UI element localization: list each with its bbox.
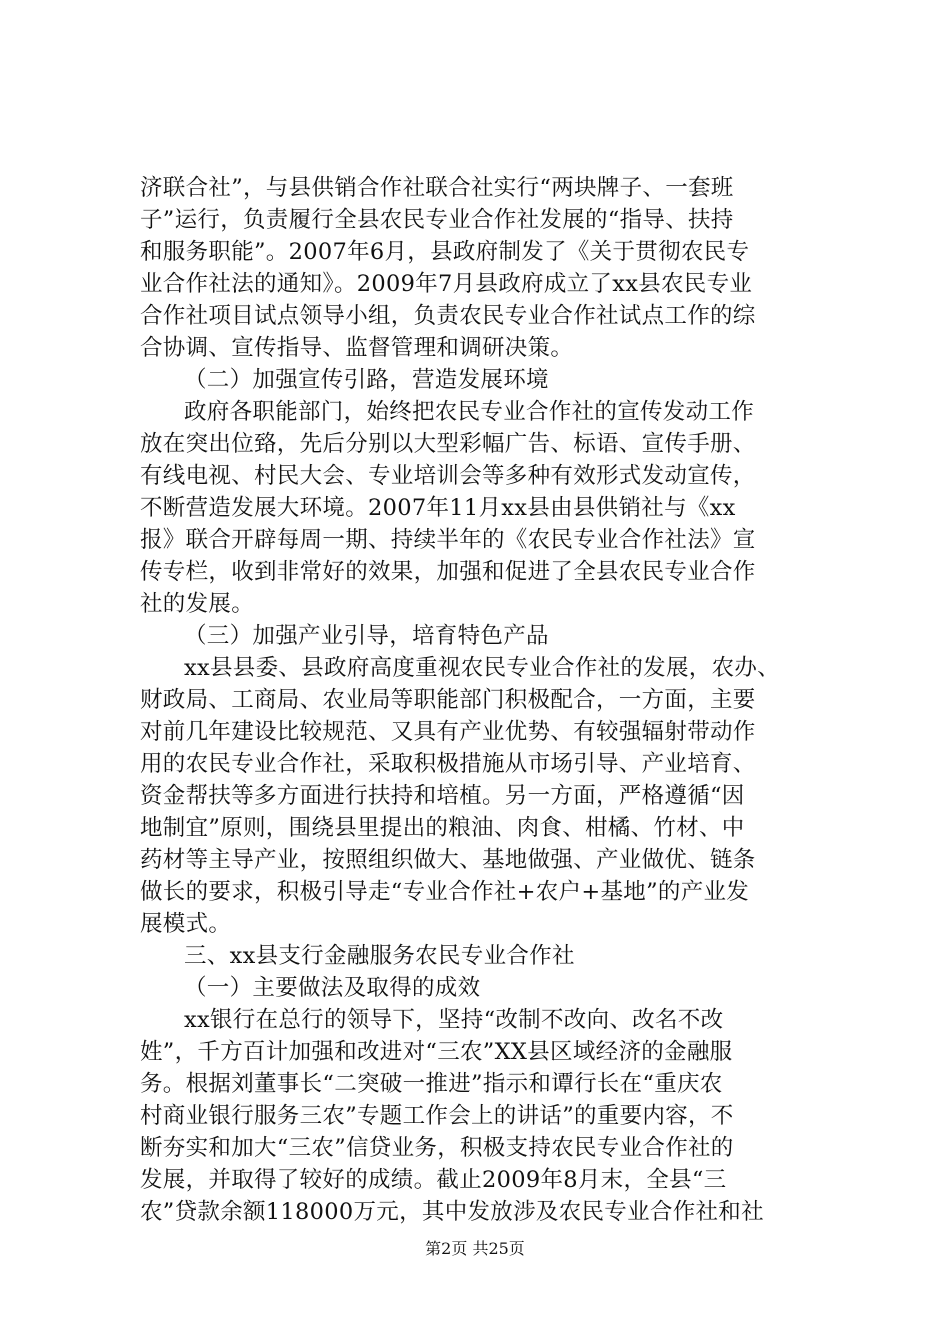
text-line: 政府各职能部门，始终把农民专业合作社的宣传发动工作 <box>184 399 755 425</box>
text-line: 做长的要求，积极引导走“专业合作社+农户+基地”的产业发 <box>140 879 750 905</box>
text-line: 对前几年建设比较规范、又具有产业优势、有较强辐射带动作 <box>140 719 756 745</box>
text-line: 农”贷款余额118000万元，其中发放涉及农民专业合作社和社 <box>140 1199 764 1225</box>
text-line: 济联合社”，与县供销合作社联合社实行“两块牌子、一套班 <box>140 175 734 201</box>
section-heading: （三）加强产业引导，培育特色产品 <box>184 623 549 649</box>
text-line: 用的农民专业合作社，采取积极措施从市场引导、产业培育、 <box>140 751 756 777</box>
section-heading: （一）主要做法及取得的成效 <box>184 975 481 1001</box>
text-line: 和服务职能”。2007年6月，县政府制发了《关于贯彻农民专 <box>140 239 750 265</box>
text-line: 药材等主导产业，按照组织做大、基地做强、产业做优、链条 <box>140 847 756 873</box>
text-line: xx县县委、县政府高度重视农民专业合作社的发展，农办、 <box>184 655 780 681</box>
text-line: 地制宜”原则，围绕县里提出的粮油、肉食、柑橘、竹材、中 <box>140 815 745 841</box>
text-line: 不断营造发展大环境。2007年11月xx县由县供销社与《xx <box>140 495 736 521</box>
text-line: 发展，并取得了较好的成绩。截止2009年8月末，全县“三 <box>140 1167 727 1193</box>
text-line: 传专栏，收到非常好的效果，加强和促进了全县农民专业合作 <box>140 559 756 585</box>
text-line: 合协调、宣传指导、监督管理和调研决策。 <box>140 335 574 361</box>
text-line: 断夯实和加大“三农”信贷业务，积极支持农民专业合作社的 <box>140 1135 734 1161</box>
text-line: 村商业银行服务三农”专题工作会上的讲话”的重要内容，不 <box>140 1103 734 1129</box>
text-line: 业合作社法的通知》。2009年7月县政府成立了xx县农民专业 <box>140 271 753 297</box>
text-line: 合作社项目试点领导小组，负责农民专业合作社试点工作的综 <box>140 303 756 329</box>
section-heading: （二）加强宣传引路，营造发展环境 <box>184 367 549 393</box>
section-heading: 三、xx县支行金融服务农民专业合作社 <box>184 943 575 969</box>
text-line: 报》联合开辟每周一期、持续半年的《农民专业合作社法》宣 <box>140 527 756 553</box>
text-line: 资金帮扶等多方面进行扶持和培植。另一方面，严格遵循“因 <box>140 783 745 809</box>
text-line: 子”运行，负责履行全县农民专业合作社发展的“指导、扶持 <box>140 207 734 233</box>
text-line: 放在突出位臵，先后分别以大型彩幅广告、标语、宣传手册、 <box>140 431 756 457</box>
text-line: 姓”，千方百计加强和改进对“三农”XX县区域经济的金融服 <box>140 1039 733 1065</box>
text-line: 务。根据刘董事长“二突破一推进”指示和谭行长在“重庆农 <box>140 1071 723 1097</box>
text-line: 展模式。 <box>140 911 232 937</box>
text-line: xx银行在总行的领导下，坚持“改制不改向、改名不改 <box>184 1007 724 1033</box>
text-line: 社的发展。 <box>140 591 255 617</box>
text-line: 财政局、工商局、农业局等职能部门积极配合，一方面，主要 <box>140 687 756 713</box>
text-line: 有线电视、村民大会、专业培训会等多种有效形式发动宣传， <box>140 463 756 489</box>
page-number: 第2页 共25页 <box>425 1239 525 1258</box>
